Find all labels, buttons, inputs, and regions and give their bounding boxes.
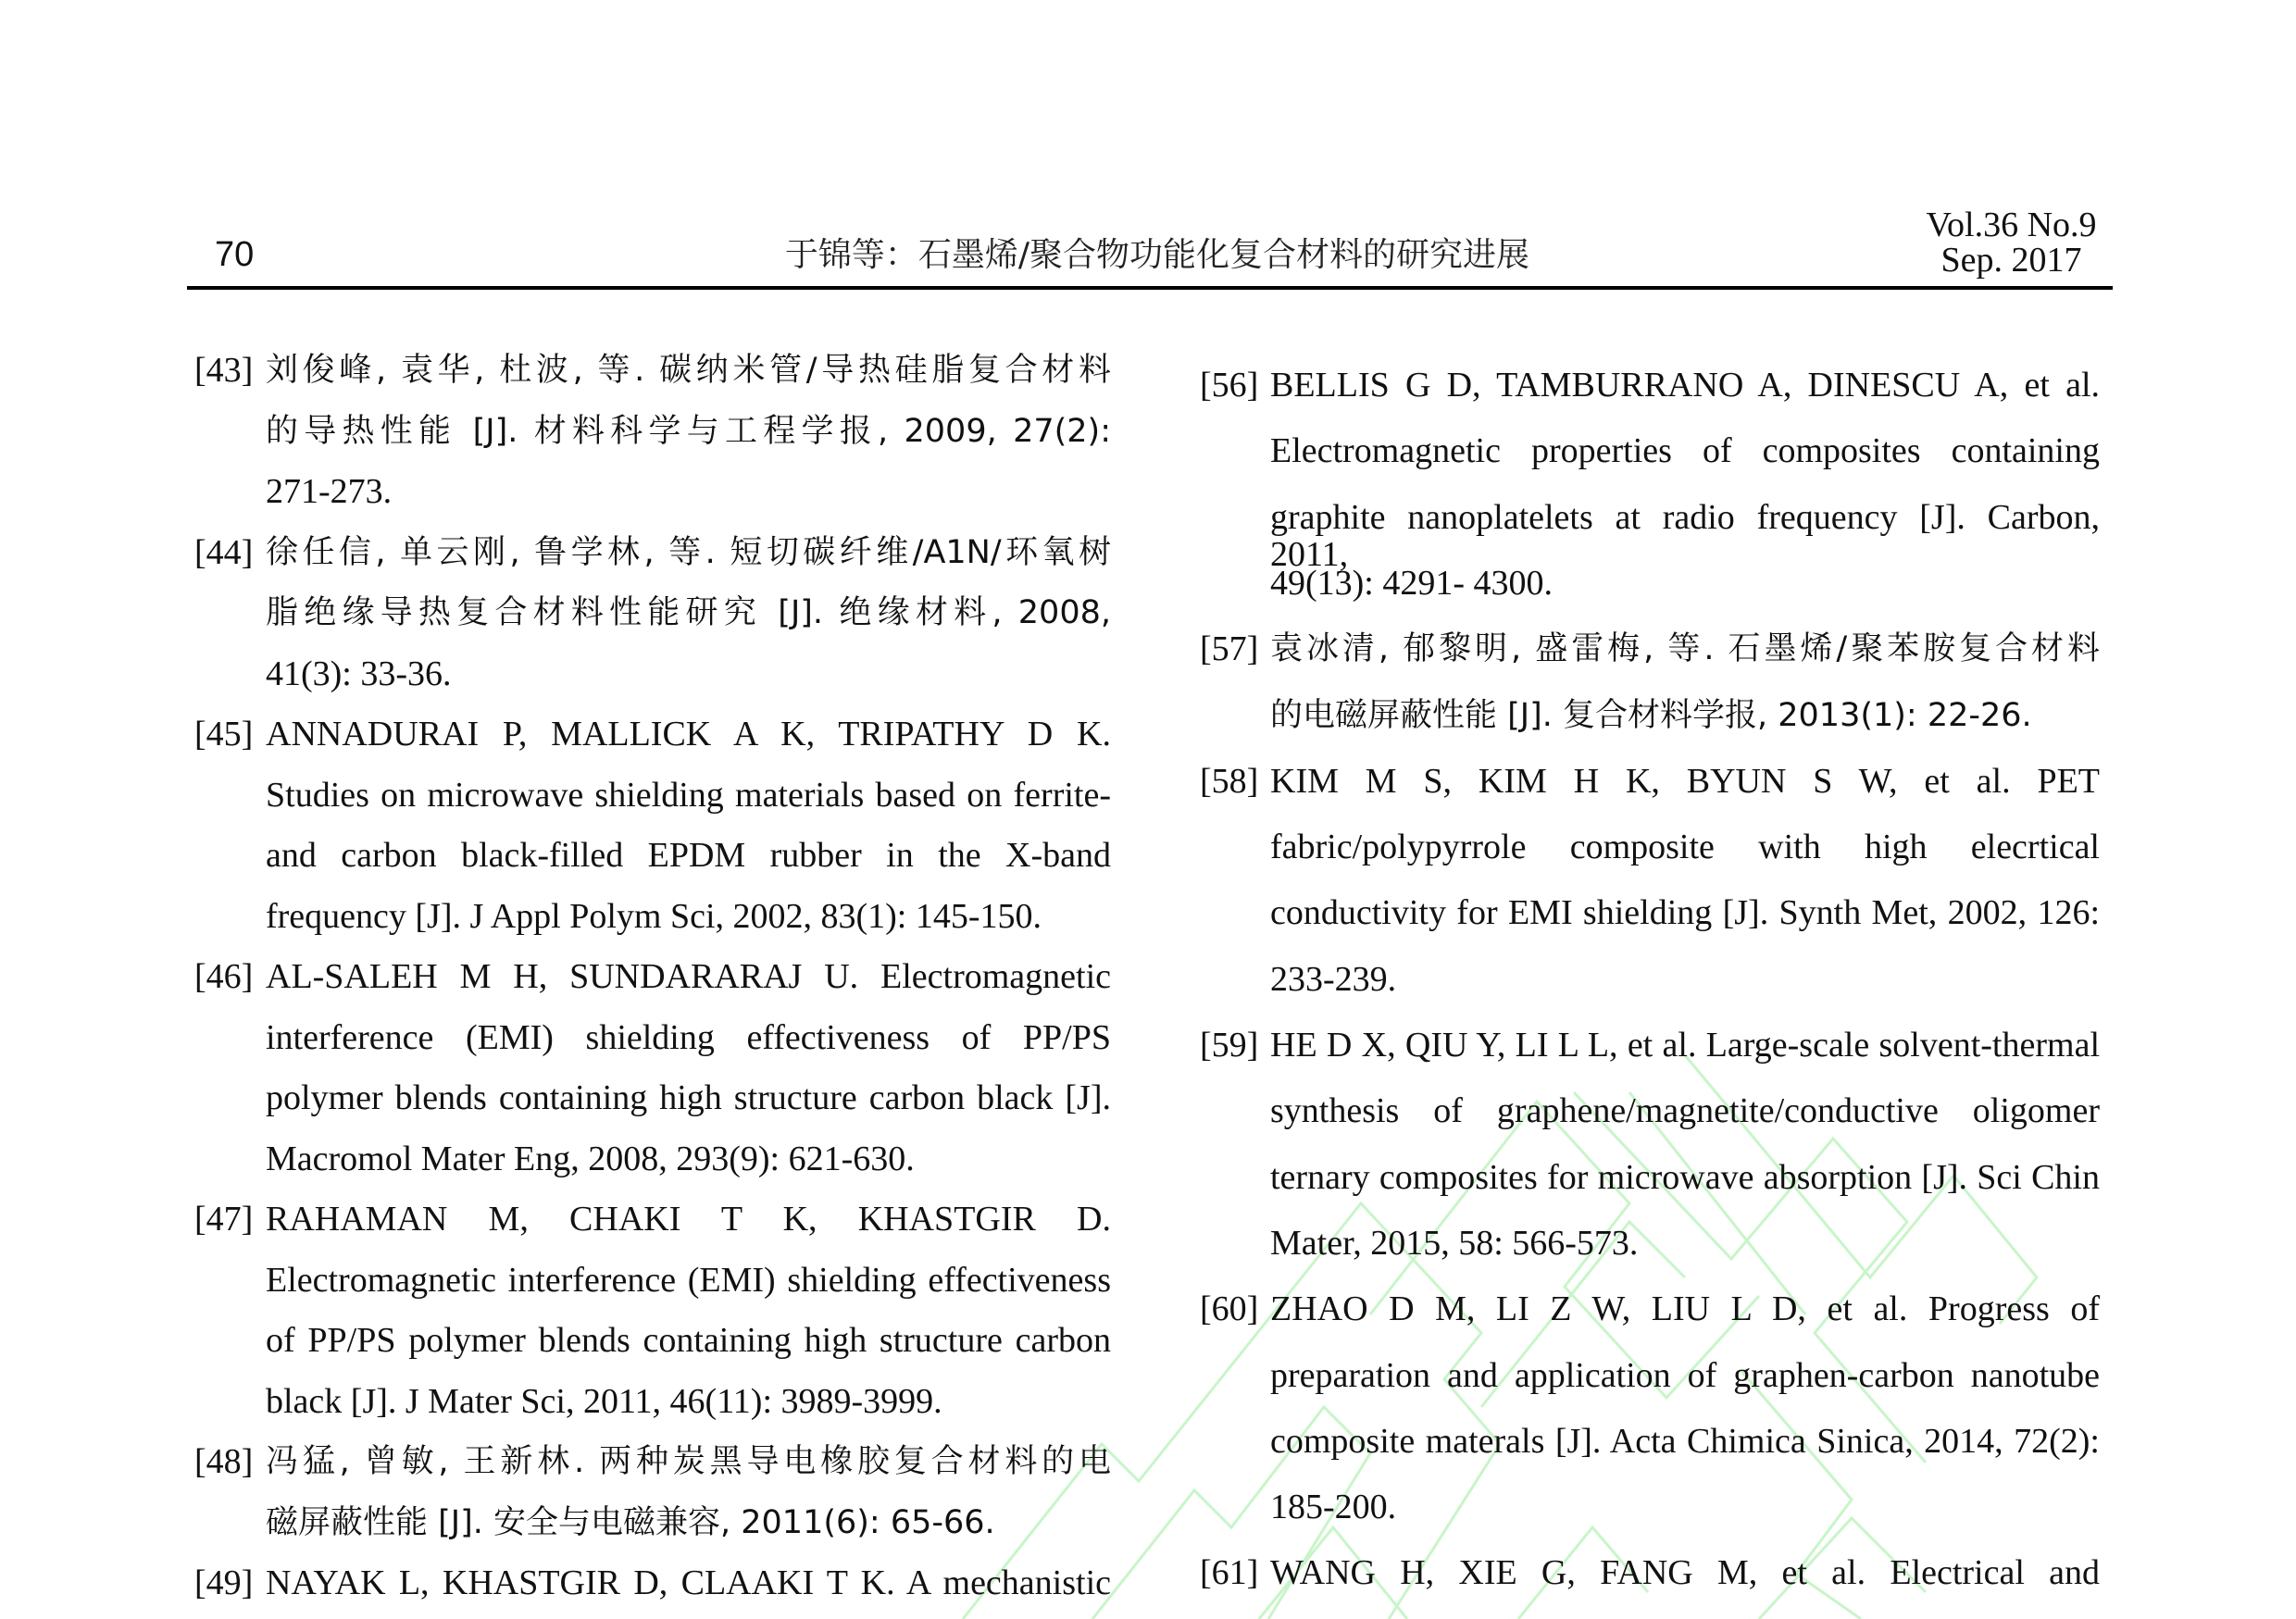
reference-line: 233-239. <box>1270 959 1397 999</box>
reference-line: polymer blends containing high structure carbon black [J]. <box>266 1078 1111 1117</box>
reference-line: 徐任信, 单云刚, 鲁学林, 等. 短切碳纤维/A1N/环氧树 <box>266 533 1111 571</box>
reference-number: [49] <box>194 1563 254 1602</box>
page-number: 70 <box>215 235 255 274</box>
reference-line: ANNADURAI P, MALLICK A K, TRIPATHY D K. <box>266 715 1111 753</box>
reference-number: [56] <box>1200 366 1259 405</box>
reference-line: 的导热性能 [J]. 材料科学与工程学报, 2009, 27(2): <box>266 412 1111 450</box>
reference-number: [46] <box>194 957 254 996</box>
reference-number: [57] <box>1200 629 1259 669</box>
reference-line: and carbon black-filled EPDM rubber in the X-band <box>266 836 1111 875</box>
reference-line: 冯猛, 曾敏, 王新林. 两种炭黑导电橡胶复合材料的电 <box>266 1443 1111 1480</box>
reference-number: [45] <box>194 715 254 753</box>
reference-line: black [J]. J Mater Sci, 2011, 46(11): 3989-3999. <box>266 1381 942 1421</box>
reference-line: HE D X, QIU Y, LI L L, et al. Large-scale solvent-thermal <box>1270 1026 2100 1065</box>
reference-line: 271-273. <box>266 472 393 511</box>
volume-label: Vol.36 No.9 <box>1926 205 2097 244</box>
reference-line: 的电磁屏蔽性能 [J]. 复合材料学报, 2013(1): 22-26. <box>1270 696 2032 734</box>
reference-line: 49(13): 4291- 4300. <box>1270 563 1554 603</box>
reference-number: [58] <box>1200 761 1259 801</box>
reference-number: [61] <box>1200 1553 1259 1593</box>
reference-line: Macromol Mater Eng, 2008, 293(9): 621-630. <box>266 1139 915 1178</box>
reference-line: BELLIS G D, TAMBURRANO A, DINESCU A, et al. <box>1270 366 2100 405</box>
reference-line: conductivity for EMI shielding [J]. Synth Met, 2002, 126: <box>1270 893 2100 933</box>
reference-line: 磁屏蔽性能 [J]. 安全与电磁兼容, 2011(6): 65-66. <box>266 1503 995 1541</box>
reference-line: KIM M S, KIM H K, BYUN S W, et al. PET <box>1270 761 2100 801</box>
reference-line: Electromagnetic properties of composites containing <box>1270 431 2100 471</box>
reference-line: composite materals [J]. Acta Chimica Sinica, 2014, 72(2): <box>1270 1421 2100 1461</box>
reference-line: graphite nanoplatelets at radio frequency [J]. Carbon, 2011, <box>1270 497 2100 574</box>
reference-line: 185-200. <box>1270 1488 1397 1527</box>
reference-line: 袁冰清, 郁黎明, 盛雷梅, 等. 石墨烯/聚苯胺复合材料 <box>1270 630 2100 668</box>
reference-line: 脂绝缘导热复合材料性能研究 [J]. 绝缘材料, 2008, <box>266 594 1111 631</box>
reference-line: ZHAO D M, LI Z W, LIU L D, et al. Progress of <box>1270 1289 2100 1329</box>
reference-line: 刘俊峰, 袁华, 杜波, 等. 碳纳米管/导热硅脂复合材料 <box>266 352 1111 389</box>
reference-number: [43] <box>194 351 254 390</box>
date-label: Sep. 2017 <box>1940 241 2082 280</box>
reference-number: [60] <box>1200 1289 1259 1329</box>
left-column-references <box>194 0 1111 1619</box>
reference-line: WANG H, XIE G, FANG M, et al. Electrical and <box>1270 1553 2100 1593</box>
reference-line: of PP/PS polymer blends containing high structure carbon <box>266 1321 1111 1360</box>
reference-line: Studies on microwave shielding materials based on ferrite- <box>266 775 1111 815</box>
reference-line: preparation and application of graphen-carbon nanotube <box>1270 1355 2100 1395</box>
reference-line: Electromagnetic interference (EMI) shielding effectiveness <box>266 1260 1111 1300</box>
reference-number: [47] <box>194 1200 254 1239</box>
reference-line: fabric/polypyrrole composite with high elecrtical <box>1270 828 2100 867</box>
reference-line: Mater, 2015, 58: 566-573. <box>1270 1223 1639 1263</box>
reference-line: AL-SALEH M H, SUNDARARAJ U. Electromagnetic <box>266 957 1111 996</box>
reference-line: frequency [J]. J Appl Polym Sci, 2002, 83(1): 145-150. <box>266 896 1042 936</box>
reference-line: ternary composites for microwave absorption [J]. Sci Chin <box>1270 1157 2100 1197</box>
reference-line: interference (EMI) shielding effectiveness of PP/PS <box>266 1017 1111 1057</box>
reference-number: [44] <box>194 532 254 572</box>
reference-line: RAHAMAN M, CHAKI T K, KHASTGIR D. <box>266 1200 1111 1239</box>
reference-number: [59] <box>1200 1026 1259 1065</box>
running-title: 于锦等：石墨烯/聚合物功能化复合材料的研究进展 <box>784 236 1530 274</box>
reference-line: 41(3): 33-36. <box>266 654 452 693</box>
right-column-references <box>1200 0 2100 1619</box>
reference-line: NAYAK L, KHASTGIR D, CLAAKI T K. A mechanistic <box>266 1563 1111 1602</box>
reference-number: [48] <box>194 1442 254 1481</box>
reference-line: synthesis of graphene/magnetite/conductive oligomer <box>1270 1091 2100 1131</box>
